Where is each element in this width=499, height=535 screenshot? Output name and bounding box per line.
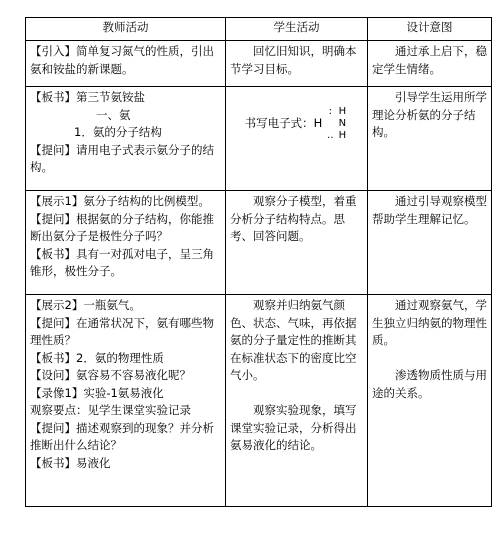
dots-left: : (328, 106, 333, 117)
atom-h-bottom: H (338, 130, 347, 141)
intent-cell: 通过承上启下，稳定学生情绪。 (368, 41, 492, 87)
header-row (26, 18, 492, 41)
student-cell (226, 87, 368, 191)
student-cell: 观察分子模型，着重分析分子结构特点。思考、回答问题。 (226, 191, 368, 295)
header-student: 学生活动 (226, 18, 368, 41)
teacher-cell (26, 87, 226, 191)
atom-h-left: H (313, 116, 323, 131)
dots-bottom: .. (327, 130, 334, 141)
electron-formula (230, 93, 363, 155)
intent-cell: 通过引导观察模型帮助学生理解记忆。 (368, 191, 492, 295)
table-row (26, 41, 492, 87)
lewis-structure (324, 106, 348, 142)
teacher-cell: 【展示1】氨分子结构的比例模型。 【提问】根据氨的分子结构，你能推断出氨分子是极性分子吗？ 【板书】具有一对孤对电子，呈三角锥形，极性分子。 (26, 191, 226, 295)
table-row (26, 295, 492, 507)
table-row (26, 191, 492, 295)
student-cell: 回忆旧知识，明确本节学习目标。 (226, 41, 368, 87)
table-row (26, 87, 492, 191)
header-intent: 设计意图 (368, 18, 492, 41)
intent-cell: 引导学生运用所学理论分析氨的分子结构。 (368, 87, 492, 191)
formula-label: 书写电子式： (244, 116, 314, 131)
student-cell: 观察并归纳氨气颜色、状态、气味，再依据氨的分子量定性的推断其在标准状态下的密度比空气小。 观察实验现象，填写课堂实验记录，分析得出氨易液化的结论。 (226, 295, 368, 507)
intent-cell: 通过观察氨气，学生独立归纳氨的物理性质。 渗透物质性质与用途的关系。 (368, 295, 492, 507)
atom-h-top: H (338, 106, 347, 117)
header-teacher: 教师活动 (26, 18, 226, 41)
teacher-cell: 【引入】简单复习氮气的性质，引出氨和铵盐的新课题。 (26, 41, 226, 87)
section-heading: 一、氨 (96, 107, 131, 122)
subsection-heading: 1．氨的分子结构 (74, 125, 162, 139)
question-text: 【提问】请用电子式表示氨分子的结构。 (30, 142, 214, 174)
lesson-plan-table (25, 17, 492, 507)
teacher-cell: 【展示2】一瓶氨气。 【提问】在通常状况下，氨有哪些物理性质？ 【板书】2．氨的物理性质 【设问】氨容易不容易液化呢？ 【录像1】实验-1氨易液化 观察要点：见学生课堂实验记录 【提问】描述观察到的现象？并分析推断出什么结论？ 【板书】易液化 (26, 295, 226, 507)
atom-n: N (338, 118, 347, 129)
board-title: 【板书】第三节氨铵盐 (30, 90, 145, 104)
